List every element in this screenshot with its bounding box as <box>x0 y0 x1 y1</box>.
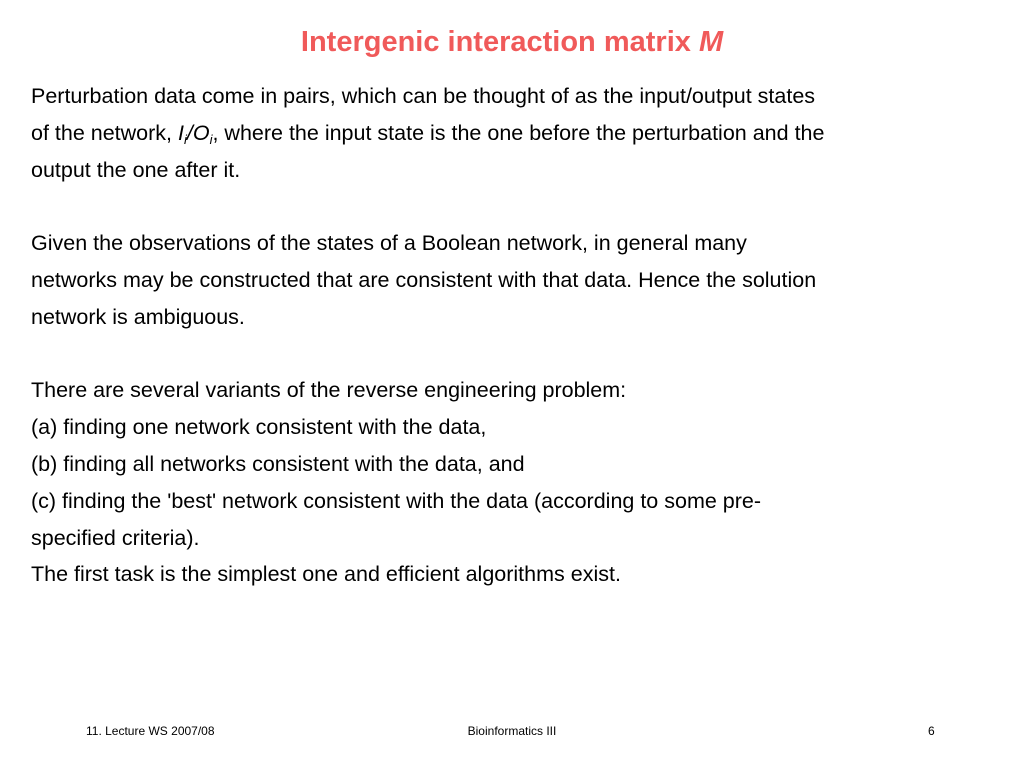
io-slash: / <box>186 120 193 145</box>
para1-line2-post: , where the input state is the one before the perturbation and the <box>212 120 825 145</box>
para1-line2 <box>31 115 1006 152</box>
para3-line1: There are several variants of the reverse engineering problem: <box>31 378 627 403</box>
para1-line1: Perturbation data come in pairs, which can be thought of as the input/output states <box>31 84 816 108</box>
slide-title-matrix-symbol: M <box>698 26 724 58</box>
variant-c: (c) finding the 'best' network consistent with the data (according to some pre- <box>31 488 762 513</box>
paragraph-spacer <box>31 188 1006 225</box>
footer-page-number: 6 <box>928 724 935 738</box>
slide-body <box>31 78 1006 593</box>
conclusion-line: The first task is the simplest one and efficient algorithms exist. <box>31 562 621 587</box>
output-state-symbol: O <box>192 120 210 145</box>
para2-line2: networks may be constructed that are consistent with that data. Hence the solution <box>31 267 817 292</box>
variant-a: (a) finding one network consistent with the data, <box>31 415 487 440</box>
para1-line2-pre: of the network, <box>31 120 178 145</box>
footer-lecture: 11. Lecture WS 2007/08 <box>86 724 215 738</box>
output-state-subscript: i <box>209 131 213 147</box>
para1-line3: output the one after it. <box>31 157 241 182</box>
input-state-subscript: i <box>183 131 187 147</box>
slide-title <box>0 22 1024 62</box>
slide-title-text: Intergenic interaction matrix <box>300 26 699 58</box>
input-state-symbol: I <box>178 120 184 145</box>
variant-b: (b) finding all networks consistent with the data, and <box>31 451 525 476</box>
para2-line3: network is ambiguous. <box>31 304 245 329</box>
variant-c-continued: specified criteria). <box>31 525 200 550</box>
para2-line1: Given the observations of the states of a Boolean network, in general many <box>31 231 747 256</box>
footer-course: Bioinformatics III <box>467 724 557 738</box>
paragraph-spacer <box>31 336 1006 373</box>
